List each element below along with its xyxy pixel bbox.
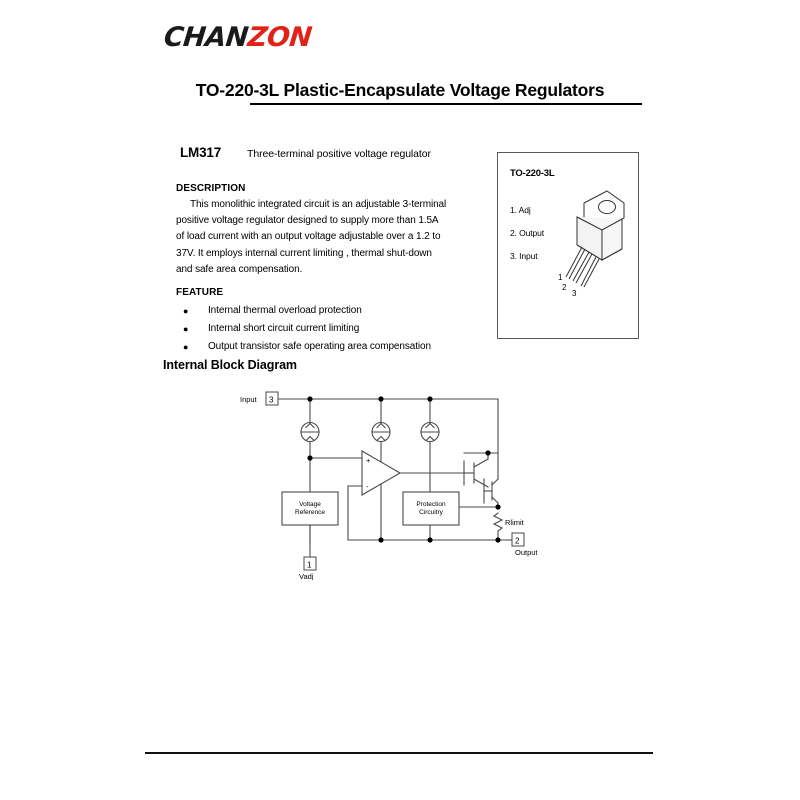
- block-diagram-heading: Internal Block Diagram: [163, 358, 297, 372]
- package-lead-1-number: 1: [558, 273, 563, 282]
- opamp-minus-label: -: [366, 482, 369, 491]
- list-item: [176, 302, 466, 320]
- page-title: TO-220-3L Plastic-Encapsulate Voltage Regulators: [195, 80, 605, 100]
- junction-dot: [427, 396, 432, 401]
- opamp-plus-label: +: [366, 456, 371, 465]
- footer-rule: [145, 752, 653, 754]
- feature-heading: FEATURE: [176, 287, 224, 298]
- package-title: TO-220-3L: [510, 168, 555, 179]
- logo-text-dark: CHAN: [162, 22, 250, 53]
- junction-dot: [307, 455, 312, 460]
- diagram-input-pin: 3: [269, 395, 274, 405]
- junction-dot: [378, 537, 383, 542]
- bullet-icon: ●: [183, 342, 189, 352]
- junction-dot: [378, 396, 383, 401]
- package-pin-3-label: 3. Input: [510, 251, 538, 261]
- part-number: LM317: [180, 145, 222, 160]
- junction-dot: [485, 450, 490, 455]
- package-lead-2-number: 2: [562, 283, 567, 292]
- junction-dot: [307, 396, 312, 401]
- junction-dot: [495, 537, 500, 542]
- description-section: [176, 183, 448, 278]
- feature-item-label: Internal short circuit current limiting: [208, 323, 360, 334]
- diagram-vadj-label: Vadj: [299, 572, 314, 580]
- protection-circuitry-label-line2: Circuitry: [419, 509, 443, 516]
- diagram-input-label: Input: [240, 395, 257, 404]
- package-lead-3-number: 3: [572, 289, 577, 298]
- feature-item-label: Internal thermal overload protection: [208, 305, 362, 316]
- feature-list: [176, 302, 466, 356]
- bullet-icon: ●: [183, 306, 189, 316]
- diagram-output-pin: 2: [515, 536, 520, 546]
- description-heading: DESCRIPTION: [176, 183, 246, 194]
- package-pin-2-label: 2. Output: [510, 228, 545, 238]
- description-body: This monolithic integrated circuit is an adjustable 3-terminal positive voltage regulator designed to supply more than 1.5A of load current with an output voltage adjustable over a 1.2 to 37V. It employs internal current limiting , thermal shut-down and safe area compensation.: [176, 199, 447, 275]
- chanzon-logo: [162, 22, 313, 53]
- junction-dot: [495, 504, 500, 509]
- protection-circuitry-label-line1: Protection: [416, 501, 446, 508]
- internal-block-diagram: [240, 385, 550, 580]
- diagram-output-label: Output: [515, 548, 538, 557]
- title-underline: [250, 103, 642, 105]
- list-item: [176, 338, 466, 356]
- list-item: [176, 320, 466, 338]
- package-pin-1-label: 1. Adj: [510, 205, 531, 215]
- diagram-vadj-pin: 1: [307, 560, 312, 570]
- feature-section: [176, 287, 466, 356]
- to220-package-drawing: [550, 181, 630, 301]
- bullet-icon: ●: [183, 324, 189, 334]
- part-header-row: [180, 145, 431, 160]
- rlimit-label: Rlimit: [505, 518, 524, 527]
- part-subtitle: Three-terminal positive voltage regulator: [247, 148, 431, 160]
- feature-item-label: Output transistor safe operating area compensation: [208, 341, 431, 352]
- voltage-reference-label-line2: Reference: [295, 509, 325, 516]
- logo-text-red: ZON: [246, 22, 314, 53]
- package-diagram-box: [497, 152, 639, 339]
- voltage-reference-label-line1: Voltage: [299, 501, 321, 508]
- junction-dot: [427, 537, 432, 542]
